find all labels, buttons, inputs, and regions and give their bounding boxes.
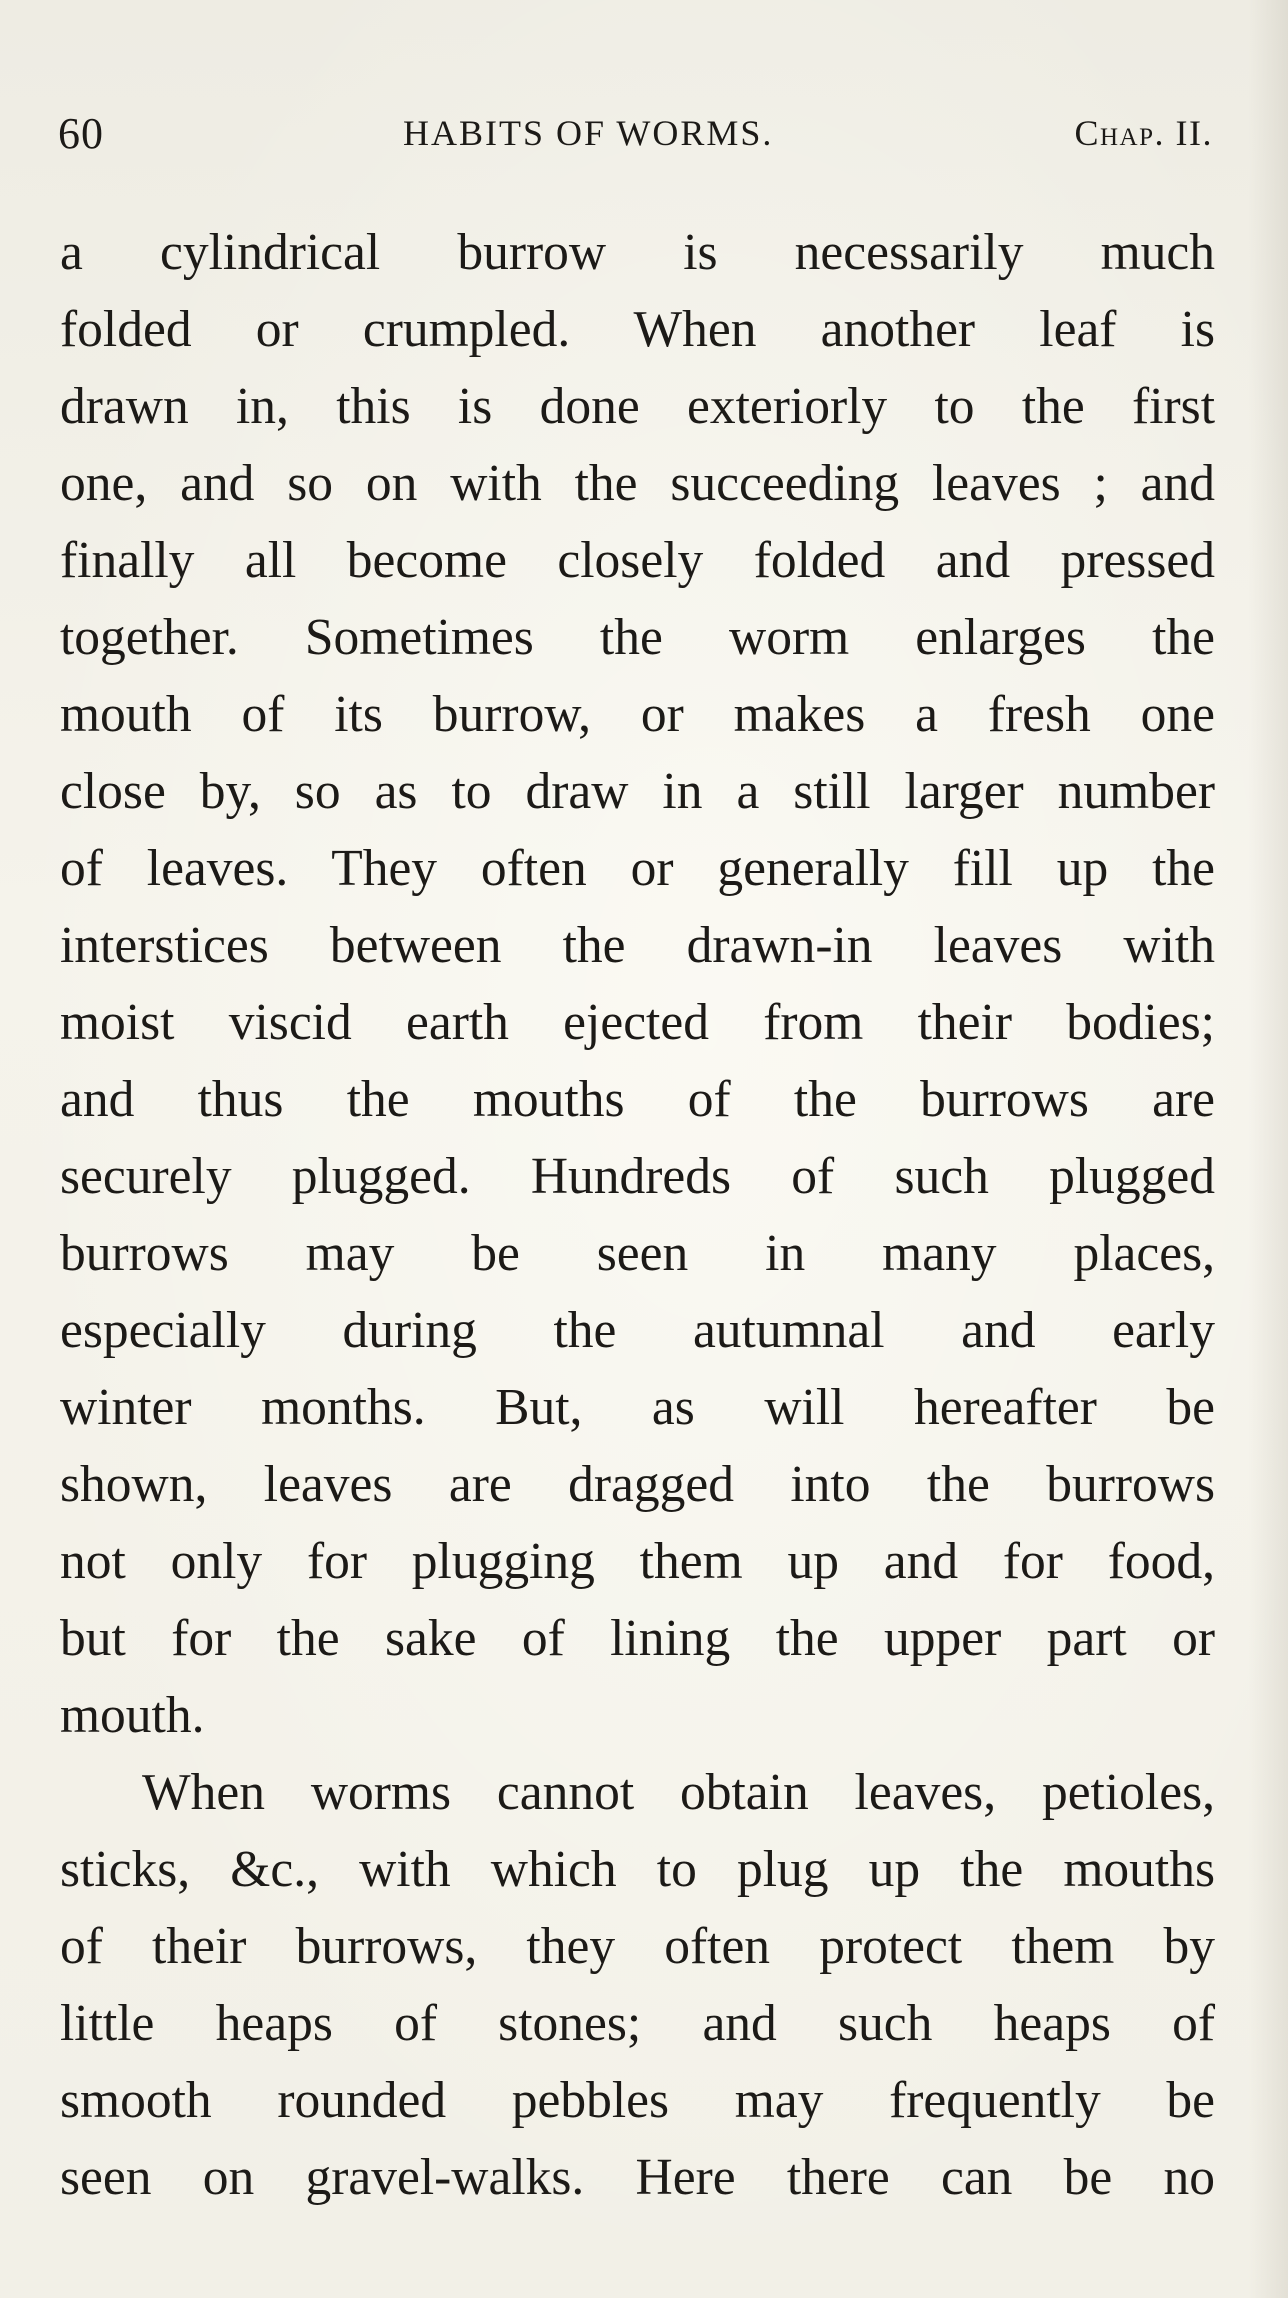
text-line: drawn in, this is done exteriorly to the first bbox=[60, 378, 1215, 435]
text-line: not only for plugging them up and for food, bbox=[60, 1533, 1215, 1590]
text-line: a cylindrical burrow is necessarily much bbox=[60, 224, 1215, 281]
chapter-label: Chap. II. bbox=[1074, 113, 1213, 153]
text-line: interstices between the drawn-in leaves with bbox=[60, 917, 1215, 974]
text-line: of leaves. They often or generally fill up the bbox=[60, 840, 1215, 897]
paragraph-2 bbox=[60, 1754, 1215, 2216]
page-number: 60 bbox=[58, 109, 104, 158]
text-line: shown, leaves are dragged into the burrows bbox=[60, 1456, 1215, 1513]
text-line: folded or crumpled. When another leaf is bbox=[60, 301, 1215, 358]
text-line: sticks, &c., with which to plug up the mouths bbox=[60, 1841, 1215, 1898]
text-line: mouth of its burrow, or makes a fresh one bbox=[60, 686, 1215, 743]
text-line: securely plugged. Hundreds of such plugged bbox=[60, 1148, 1215, 1205]
page-header bbox=[58, 108, 1213, 168]
text-line: one, and so on with the succeeding leaves ; and bbox=[60, 455, 1215, 512]
text-line: and thus the mouths of the burrows are bbox=[60, 1071, 1215, 1128]
text-line: burrows may be seen in many places, bbox=[60, 1225, 1215, 1282]
text-line: finally all become closely folded and pressed bbox=[60, 532, 1215, 589]
text-line: When worms cannot obtain leaves, petioles, bbox=[142, 1764, 1215, 1821]
text-line: but for the sake of lining the upper part or bbox=[60, 1610, 1215, 1667]
running-title: HABITS OF WORMS. bbox=[403, 113, 774, 153]
text-line: especially during the autumnal and early bbox=[60, 1302, 1215, 1359]
text-line: close by, so as to draw in a still larger number bbox=[60, 763, 1215, 820]
text-line: winter months. But, as will hereafter be bbox=[60, 1379, 1215, 1436]
page-edge-shadow bbox=[1248, 0, 1288, 2298]
body-text bbox=[60, 214, 1215, 2216]
text-line: mouth. bbox=[60, 1687, 205, 1744]
text-line: moist viscid earth ejected from their bodies; bbox=[60, 994, 1215, 1051]
text-line: little heaps of stones; and such heaps of bbox=[60, 1995, 1215, 2052]
text-line: together. Sometimes the worm enlarges the bbox=[60, 609, 1215, 666]
paragraph-1 bbox=[60, 214, 1215, 1754]
text-line: of their burrows, they often protect them by bbox=[60, 1918, 1215, 1975]
text-line: smooth rounded pebbles may frequently be bbox=[60, 2072, 1215, 2129]
text-line: seen on gravel-walks. Here there can be no bbox=[60, 2149, 1215, 2206]
